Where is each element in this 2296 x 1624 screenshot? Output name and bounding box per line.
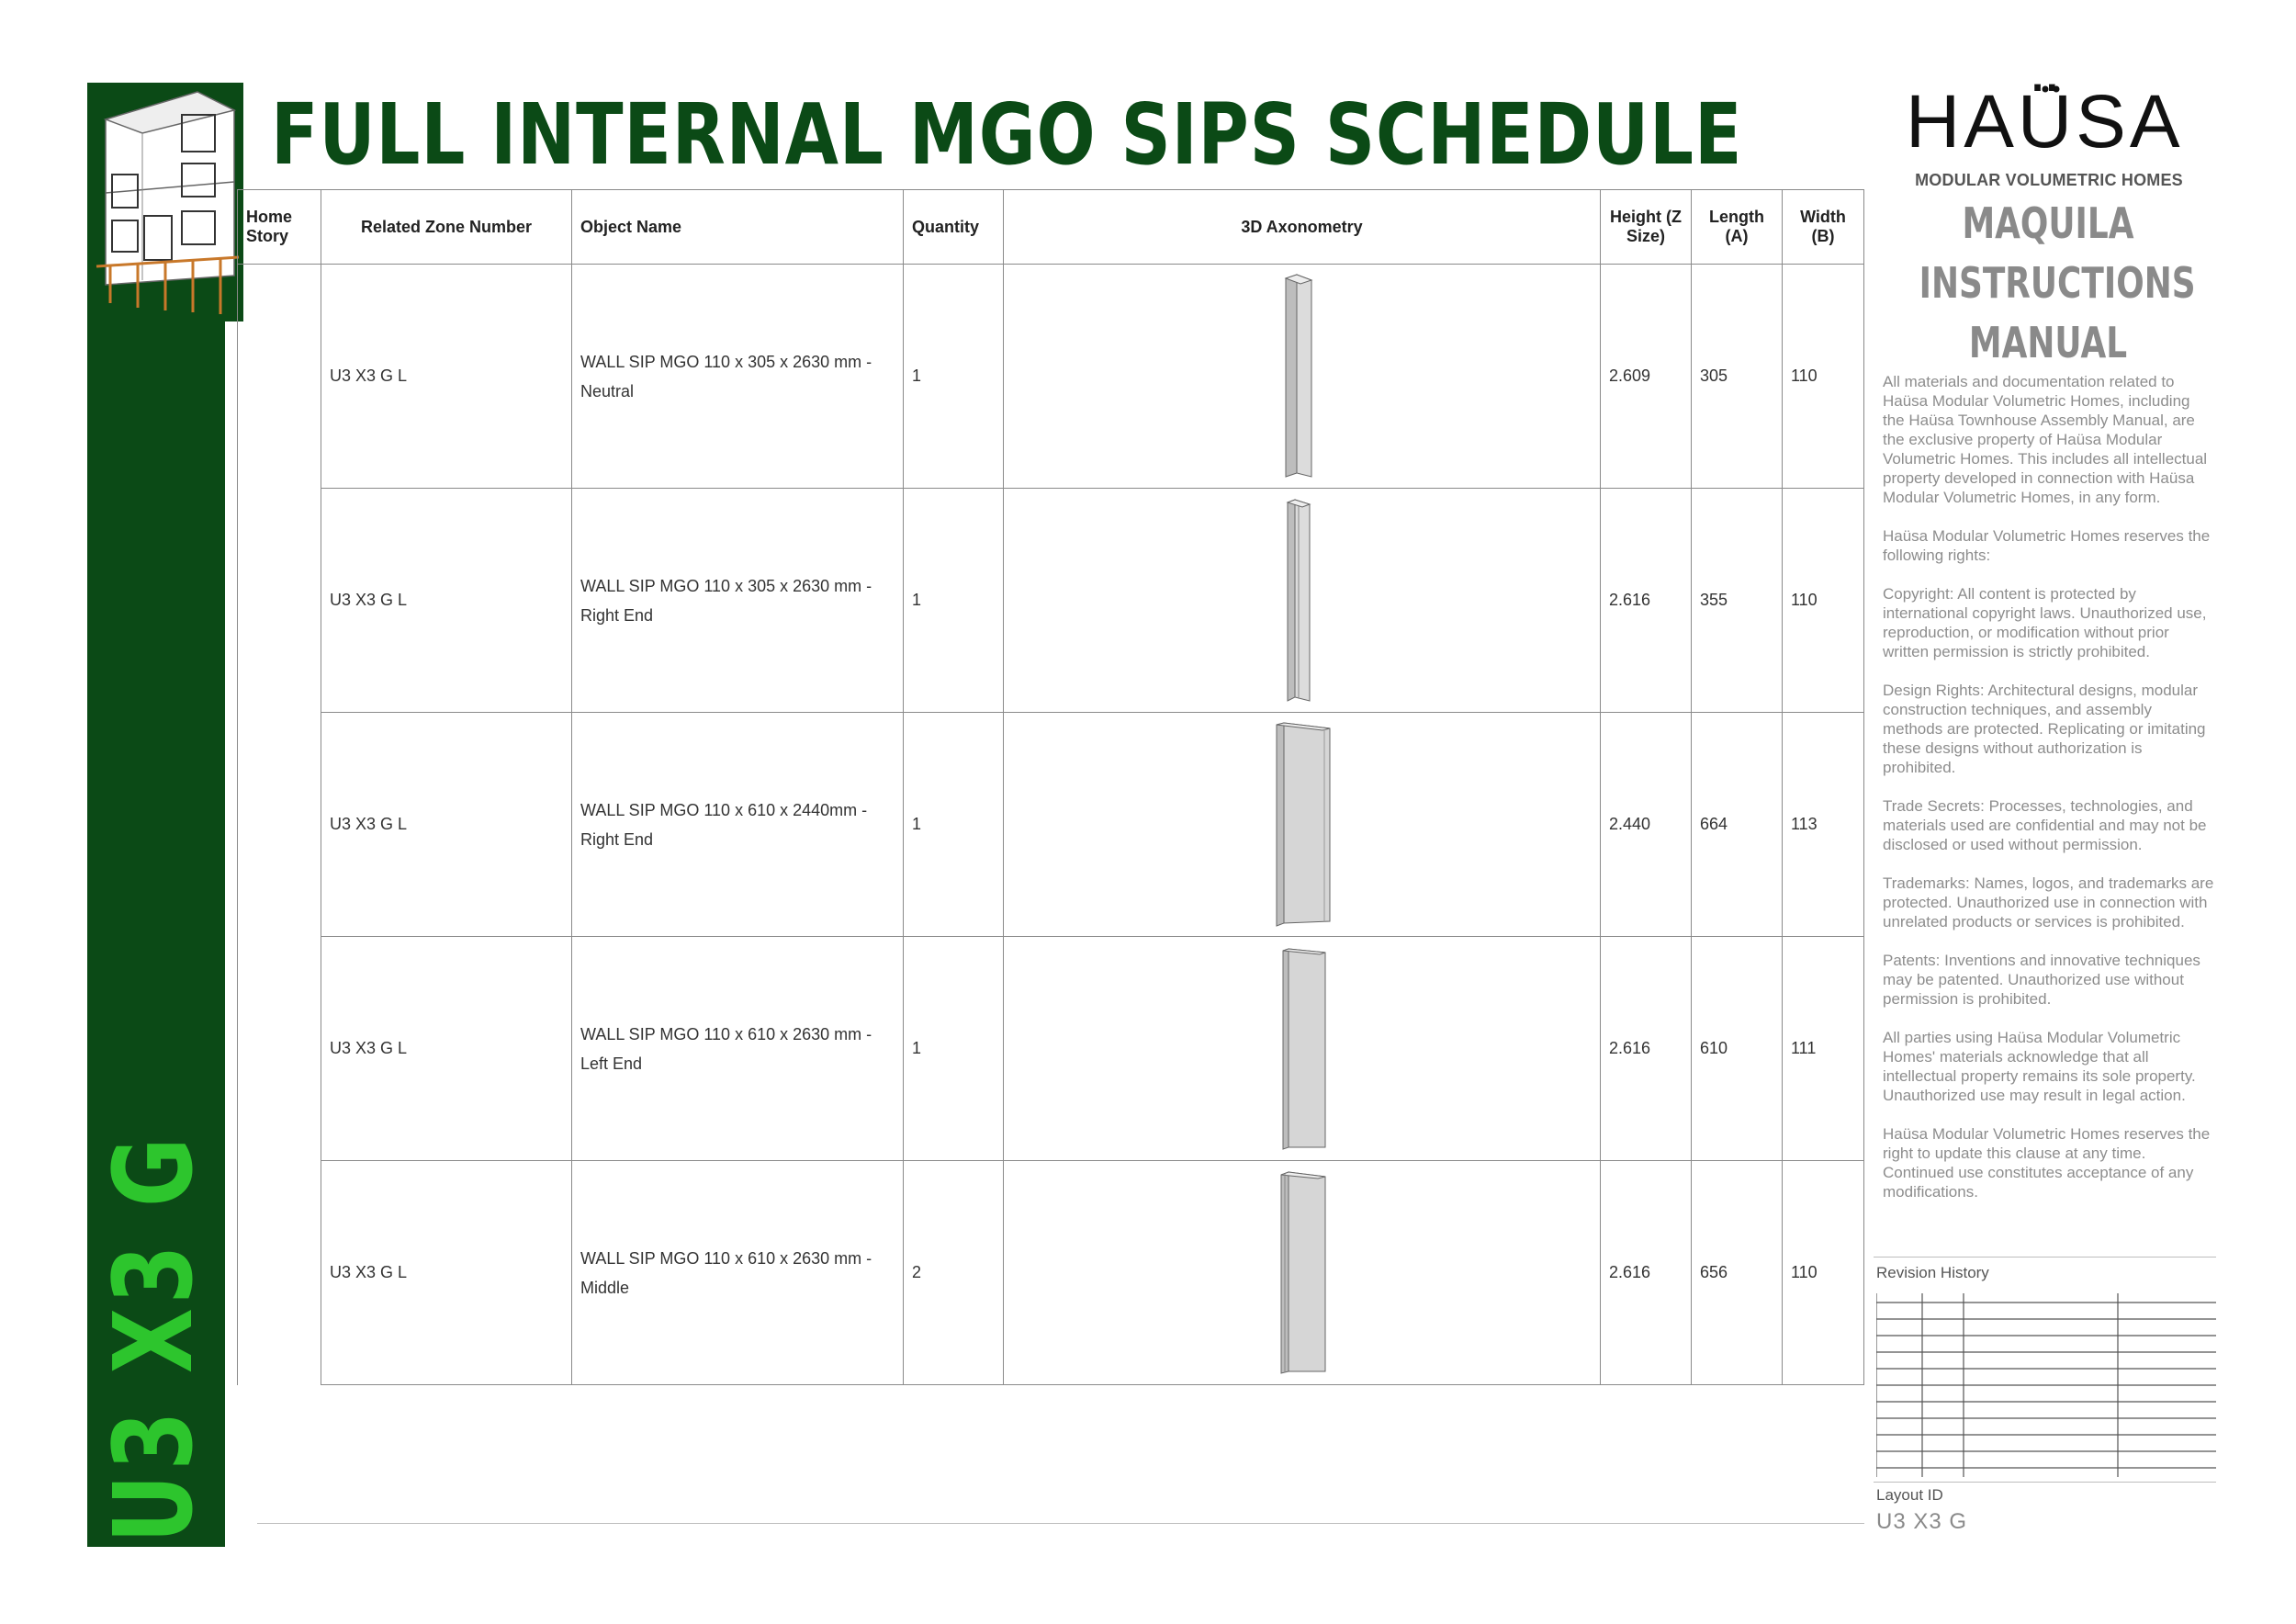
brand-logo: HAÜSA [1906,80,2184,164]
house-icon [87,83,243,321]
object-name-cell: WALL SIP MGO 110 x 610 x 2440mm - Right End [572,713,904,937]
axonometry-cell [1004,713,1601,937]
length-cell: 664 [1692,713,1783,937]
width-cell: 111 [1783,937,1864,1161]
page-title: FULL INTERNAL MGO SIPS SCHEDULE [271,85,1743,184]
brand-tagline: MODULAR VOLUMETRIC HOMES [1915,171,2183,189]
height-cell: 2.616 [1601,1161,1692,1385]
revision-history-grid [1876,1293,2216,1477]
legal-paragraph: Trade Secrets: Processes, technologies, and materials used are confidential and may not be disclosed or used without permission. [1883,797,2207,853]
wall-panel-icon [1270,945,1334,1152]
zone-cell: U3 X3 G L [321,713,572,937]
width-cell: 110 [1783,489,1864,713]
axonometry-cell [1004,265,1601,489]
col-axonometry: 3D Axonometry [1004,190,1601,265]
length-cell: 610 [1692,937,1783,1161]
zone-cell: U3 X3 G L [321,1161,572,1385]
table-row [238,265,1864,489]
house-illustration [87,83,243,321]
legal-paragraph: Design Rights: Architectural designs, modular construction techniques, and assembly methods are protected. Replicating or imitating these designs without authorization is prohibited. [1883,682,2206,776]
legal-paragraph: Copyright: All content is protected by international copyright laws. Unauthorized use, reproduction, or modification without prior written permission is strictly prohibited. [1883,585,2207,660]
col-quantity: Quantity [904,190,1004,265]
quantity-cell: 1 [904,937,1004,1161]
table-row [238,489,1864,713]
table-row [238,937,1864,1161]
quantity-cell: 2 [904,1161,1004,1385]
table-row [238,1161,1864,1385]
object-name-cell: WALL SIP MGO 110 x 305 x 2630 mm - Right End [572,489,904,713]
width-cell: 110 [1783,1161,1864,1385]
home-story-cell [238,265,321,1385]
revision-history-label: Revision History [1876,1264,1989,1281]
height-cell: 2.616 [1601,489,1692,713]
wall-panel-icon [1275,273,1330,479]
col-width: Width (B) [1783,190,1864,265]
col-object-name: Object Name [572,190,904,265]
axonometry-cell [1004,489,1601,713]
legal-paragraph: Patents: Inventions and innovative techniques may be patented. Unauthorized use without permission is prohibited. [1883,952,2200,1008]
length-cell: 656 [1692,1161,1783,1385]
layout-id-value: U3 X3 G [1876,1509,1968,1534]
manual-title-line-2: INSTRUCTIONS [1919,258,2196,308]
col-height: Height (Z Size) [1601,190,1692,265]
object-name-cell: WALL SIP MGO 110 x 305 x 2630 mm - Neutral [572,265,904,489]
layout-id-label: Layout ID [1876,1486,1943,1504]
zone-cell: U3 X3 G L [321,265,572,489]
height-cell: 2.440 [1601,713,1692,937]
legal-paragraph: Haüsa Modular Volumetric Homes reserves the right to update this clause at any time. Continued use constitutes acceptance of any modifications. [1883,1125,2211,1201]
legal-paragraph: Trademarks: Names, logos, and trademarks are protected. Unauthorized use in connection with unrelated products or services is prohibited. [1883,874,2214,930]
table-row [238,713,1864,937]
legal-paragraph: Haüsa Modular Volumetric Homes reserves the following rights: [1883,527,2211,564]
layout-code-vertical: U3 X3 G [90,1133,217,1543]
col-home-story: Home Story [238,190,321,265]
manual-title-line-1: MAQUILA [1962,198,2134,248]
wall-panel-icon [1266,721,1339,928]
width-cell: 110 [1783,265,1864,489]
wall-panel-icon [1270,1169,1334,1376]
quantity-cell: 1 [904,265,1004,489]
quantity-cell: 1 [904,489,1004,713]
quantity-cell: 1 [904,713,1004,937]
width-cell: 113 [1783,713,1864,937]
height-cell: 2.609 [1601,265,1692,489]
length-cell: 355 [1692,489,1783,713]
object-name-cell: WALL SIP MGO 110 x 610 x 2630 mm - Middle [572,1161,904,1385]
manual-title-line-3: MANUAL [1968,318,2128,367]
schedule-table [237,189,1864,1385]
footer-divider [257,1523,1864,1524]
wall-panel-icon [1275,497,1330,704]
object-name-cell: WALL SIP MGO 110 x 610 x 2630 mm - Left End [572,937,904,1161]
legal-paragraph: All materials and documentation related to Haüsa Modular Volumetric Homes, including the Haüsa Townhouse Assembly Manual, are the exclusive property of Haüsa Modular Volumetric Homes. This includes all intellectual property developed in connection with Haüsa Modular Volumetric Homes, in any form. [1883,373,2208,506]
axonometry-cell [1004,1161,1601,1385]
col-length: Length (A) [1692,190,1783,265]
height-cell: 2.616 [1601,937,1692,1161]
length-cell: 305 [1692,265,1783,489]
table-header-row [238,190,1864,265]
col-zone: Related Zone Number [321,190,572,265]
legal-notice [1883,372,2215,1221]
axonometry-cell [1004,937,1601,1161]
zone-cell: U3 X3 G L [321,937,572,1161]
zone-cell: U3 X3 G L [321,489,572,713]
legal-paragraph: All parties using Haüsa Modular Volumetric Homes' materials acknowledge that all intellectual property remains its sole property. Unauthorized use may result in legal action. [1883,1029,2196,1104]
